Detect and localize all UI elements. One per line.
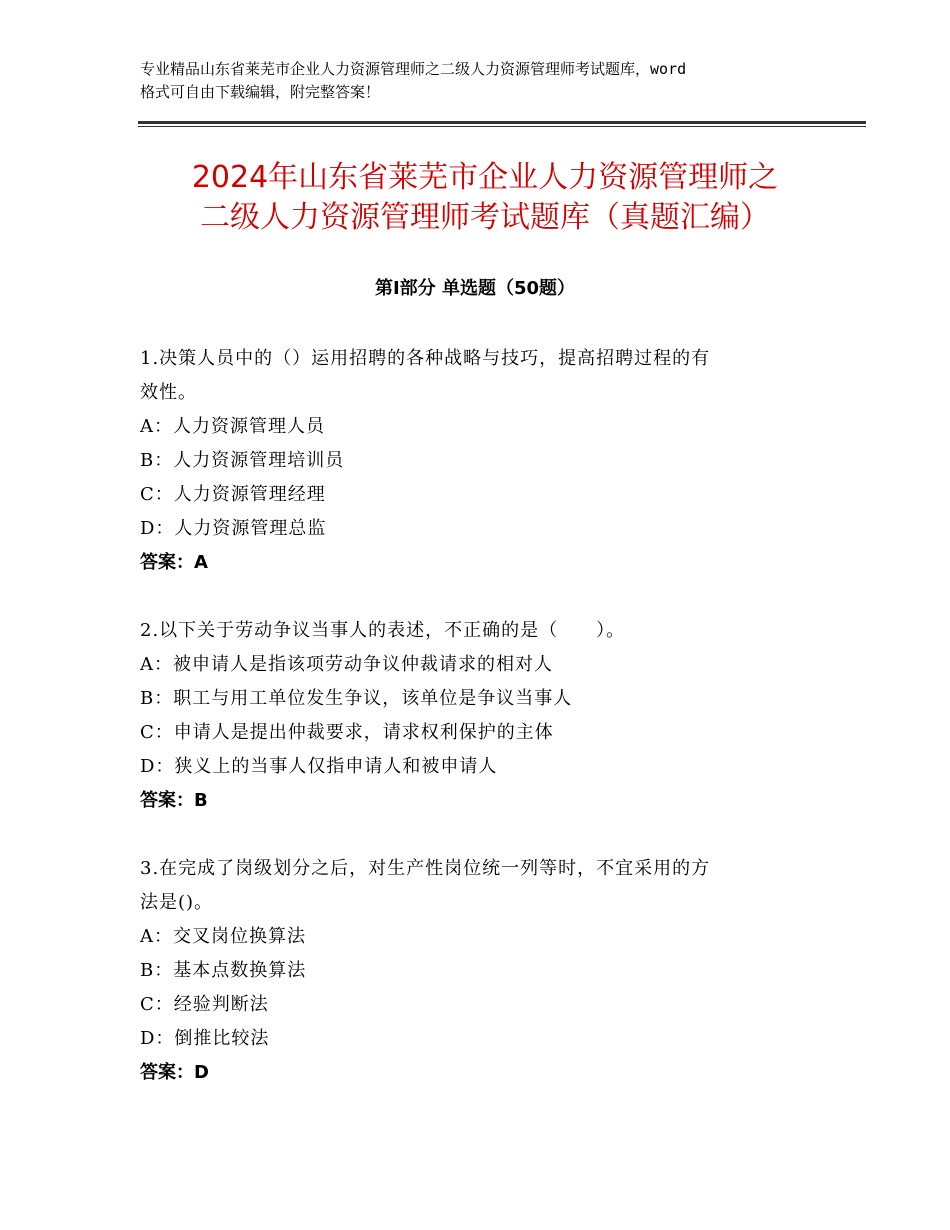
option-c: C：申请人是提出仲裁要求，请求权利保护的主体 — [140, 722, 554, 743]
option-b: B：人力资源管理培训员 — [140, 450, 345, 471]
question-item — [140, 852, 800, 1090]
question-stem-continued: 效性。 — [140, 382, 197, 403]
header-note-line-1: 专业精品山东省莱芜市企业人力资源管理师之二级人力资源管理师考试题库，word — [140, 60, 687, 78]
header-note — [140, 58, 830, 104]
option-c: C：人力资源管理经理 — [140, 484, 326, 505]
answer-label: 答案：A — [140, 552, 208, 573]
document-title-line-1: 2024年山东省莱芜市企业人力资源管理师之 — [191, 160, 779, 195]
option-b: B：基本点数换算法 — [140, 960, 307, 981]
document-title-line-2: 二级人力资源管理师考试题库（真题汇编） — [200, 200, 770, 235]
option-a: A：人力资源管理人员 — [140, 416, 325, 437]
option-d: D：人力资源管理总监 — [140, 518, 327, 539]
header-divider-thick — [138, 121, 866, 124]
option-d: D：倒推比较法 — [140, 1028, 270, 1049]
option-b: B：职工与用工单位发生争议，该单位是争议当事人 — [140, 688, 573, 709]
option-d: D：狭义上的当事人仅指申请人和被申请人 — [140, 756, 498, 777]
option-a: A：被申请人是指该项劳动争议仲裁请求的相对人 — [140, 654, 553, 675]
option-a: A：交叉岗位换算法 — [140, 926, 306, 947]
answer-label: 答案：D — [140, 1062, 209, 1083]
header-note-line-2: 格式可自由下载编辑，附完整答案！ — [140, 83, 381, 101]
question-stem-continued: 法是()。 — [140, 892, 214, 913]
question-stem: 3.在完成了岗级划分之后，对生产性岗位统一列等时，不宜采用的方 — [140, 858, 711, 879]
question-stem: 2.以下关于劳动争议当事人的表述，不正确的是（ ）。 — [140, 620, 626, 641]
document-title — [140, 158, 830, 238]
question-item — [140, 342, 800, 580]
section-heading: 第Ⅰ部分 单选题（50题） — [374, 278, 575, 299]
question-item — [140, 614, 800, 818]
answer-label: 答案：B — [140, 790, 208, 811]
question-list — [140, 342, 800, 1090]
question-stem: 1.决策人员中的（）运用招聘的各种战略与技巧，提高招聘过程的有 — [140, 348, 711, 369]
header-divider-thin — [138, 126, 866, 127]
option-c: C：经验判断法 — [140, 994, 269, 1015]
